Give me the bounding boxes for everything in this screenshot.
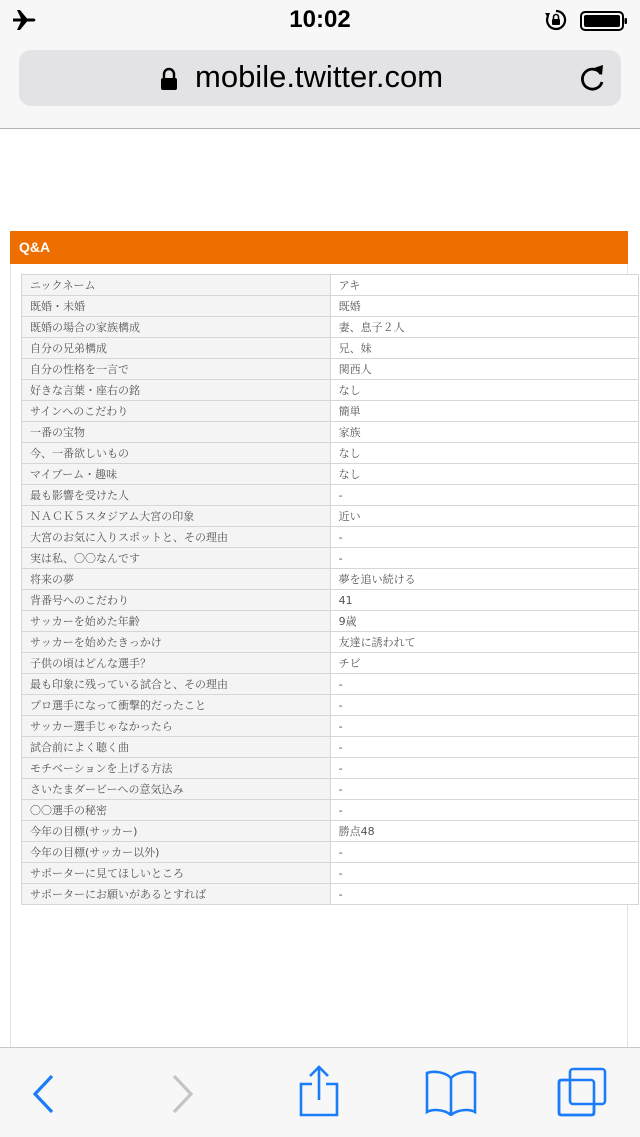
qa-row	[22, 380, 639, 401]
qa-question: 背番号へのこだわり	[22, 590, 331, 611]
qa-answer: -	[330, 695, 638, 716]
qa-answer: 友達に誘われて	[330, 632, 638, 653]
qa-row	[22, 758, 639, 779]
qa-answer: -	[330, 548, 638, 569]
qa-answer: -	[330, 758, 638, 779]
bookmarks-icon[interactable]	[424, 1068, 478, 1116]
qa-row	[22, 443, 639, 464]
qa-answer: -	[330, 716, 638, 737]
qa-question: 将来の夢	[22, 569, 331, 590]
qa-question: サポーターに見てほしいところ	[22, 863, 331, 884]
qa-question: 一番の宝物	[22, 422, 331, 443]
qa-row	[22, 422, 639, 443]
qa-question: 子供の頃はどんな選手？	[22, 653, 331, 674]
qa-row	[22, 653, 639, 674]
qa-row	[22, 548, 639, 569]
address-bar-area	[0, 40, 640, 129]
status-time: 10:02	[289, 6, 351, 33]
qa-question: 好きな言葉・座右の銘	[22, 380, 331, 401]
qa-question: 〇〇選手の秘密	[22, 800, 331, 821]
qa-answer: -	[330, 884, 638, 905]
qa-row	[22, 275, 639, 296]
qa-answer: なし	[330, 464, 638, 485]
qa-row	[22, 527, 639, 548]
page-content	[0, 129, 640, 1047]
qa-row	[22, 485, 639, 506]
qa-row	[22, 737, 639, 758]
qa-question: ニックネーム	[22, 275, 331, 296]
qa-question: 既婚・未婚	[22, 296, 331, 317]
qa-row	[22, 317, 639, 338]
qa-question: 既婚の場合の家族構成	[22, 317, 331, 338]
qa-answer: -	[330, 737, 638, 758]
qa-question: 今年の目標(サッカー)	[22, 821, 331, 842]
rotation-lock-icon	[544, 9, 568, 31]
qa-row	[22, 506, 639, 527]
qa-row	[22, 695, 639, 716]
bottom-toolbar	[0, 1047, 640, 1137]
qa-row	[22, 821, 639, 842]
qa-row	[22, 359, 639, 380]
qa-answer: 兄、妹	[330, 338, 638, 359]
qa-row	[22, 401, 639, 422]
qa-question: 試合前によく聴く曲	[22, 737, 331, 758]
qa-question: 実は私、〇〇なんです	[22, 548, 331, 569]
qa-table	[21, 274, 639, 905]
qa-row	[22, 590, 639, 611]
qa-question: サポーターにお願いがあるとすれば	[22, 884, 331, 905]
qa-answer: 41	[330, 590, 638, 611]
qa-question: 自分の性格を一言で	[22, 359, 331, 380]
qa-question: サインへのこだわり	[22, 401, 331, 422]
qa-row	[22, 569, 639, 590]
qa-row	[22, 716, 639, 737]
qa-answer: -	[330, 527, 638, 548]
qa-question: サッカーを始めたきっかけ	[22, 632, 331, 653]
qa-answer: -	[330, 800, 638, 821]
qa-question: 最も印象に残っている試合と、その理由	[22, 674, 331, 695]
qa-row	[22, 884, 639, 905]
qa-question: 今、一番欲しいもの	[22, 443, 331, 464]
qa-question: モチベーションを上げる方法	[22, 758, 331, 779]
share-icon[interactable]	[298, 1064, 340, 1118]
qa-answer: なし	[330, 443, 638, 464]
reload-icon[interactable]	[577, 62, 607, 94]
qa-question: 最も影響を受けた人	[22, 485, 331, 506]
qa-container	[10, 264, 628, 1047]
qa-answer: -	[330, 842, 638, 863]
qa-question: 自分の兄弟構成	[22, 338, 331, 359]
qa-row	[22, 338, 639, 359]
qa-row	[22, 296, 639, 317]
qa-row	[22, 779, 639, 800]
address-bar[interactable]	[19, 50, 621, 106]
qa-answer: -	[330, 674, 638, 695]
qa-question: 大宮のお気に入りスポットと、その理由	[22, 527, 331, 548]
qa-answer: 勝点48	[330, 821, 638, 842]
qa-row	[22, 842, 639, 863]
qa-answer: 家族	[330, 422, 638, 443]
qa-row	[22, 674, 639, 695]
qa-question: マイブーム・趣味	[22, 464, 331, 485]
qa-header: Q&A	[10, 231, 628, 264]
qa-answer: 近い	[330, 506, 638, 527]
qa-answer: 9歳	[330, 611, 638, 632]
qa-answer: なし	[330, 380, 638, 401]
tabs-icon[interactable]	[556, 1066, 608, 1118]
qa-question: さいたまダービーへの意気込み	[22, 779, 331, 800]
qa-row	[22, 464, 639, 485]
qa-row	[22, 800, 639, 821]
url-text[interactable]: mobile.twitter.com	[195, 59, 444, 94]
qa-answer: 既婚	[330, 296, 638, 317]
qa-question: ＮＡＣＫ５スタジアム大宮の印象	[22, 506, 331, 527]
forward-icon[interactable]	[170, 1073, 196, 1115]
qa-answer: -	[330, 485, 638, 506]
qa-row	[22, 611, 639, 632]
qa-question: 今年の目標(サッカー以外)	[22, 842, 331, 863]
qa-answer: 妻、息子２人	[330, 317, 638, 338]
back-icon[interactable]	[30, 1073, 56, 1115]
qa-question: サッカー選手じゃなかったら	[22, 716, 331, 737]
battery-icon	[580, 11, 628, 31]
qa-answer: 関西人	[330, 359, 638, 380]
status-bar	[0, 0, 640, 40]
qa-answer: チビ	[330, 653, 638, 674]
qa-answer: -	[330, 779, 638, 800]
qa-row	[22, 632, 639, 653]
qa-answer: 夢を追い続ける	[330, 569, 638, 590]
qa-answer: アキ	[330, 275, 638, 296]
qa-question: プロ選手になって衝撃的だったこと	[22, 695, 331, 716]
qa-question: サッカーを始めた年齢	[22, 611, 331, 632]
qa-answer: 簡単	[330, 401, 638, 422]
qa-answer: -	[330, 863, 638, 884]
qa-row	[22, 863, 639, 884]
lock-icon	[160, 67, 178, 91]
